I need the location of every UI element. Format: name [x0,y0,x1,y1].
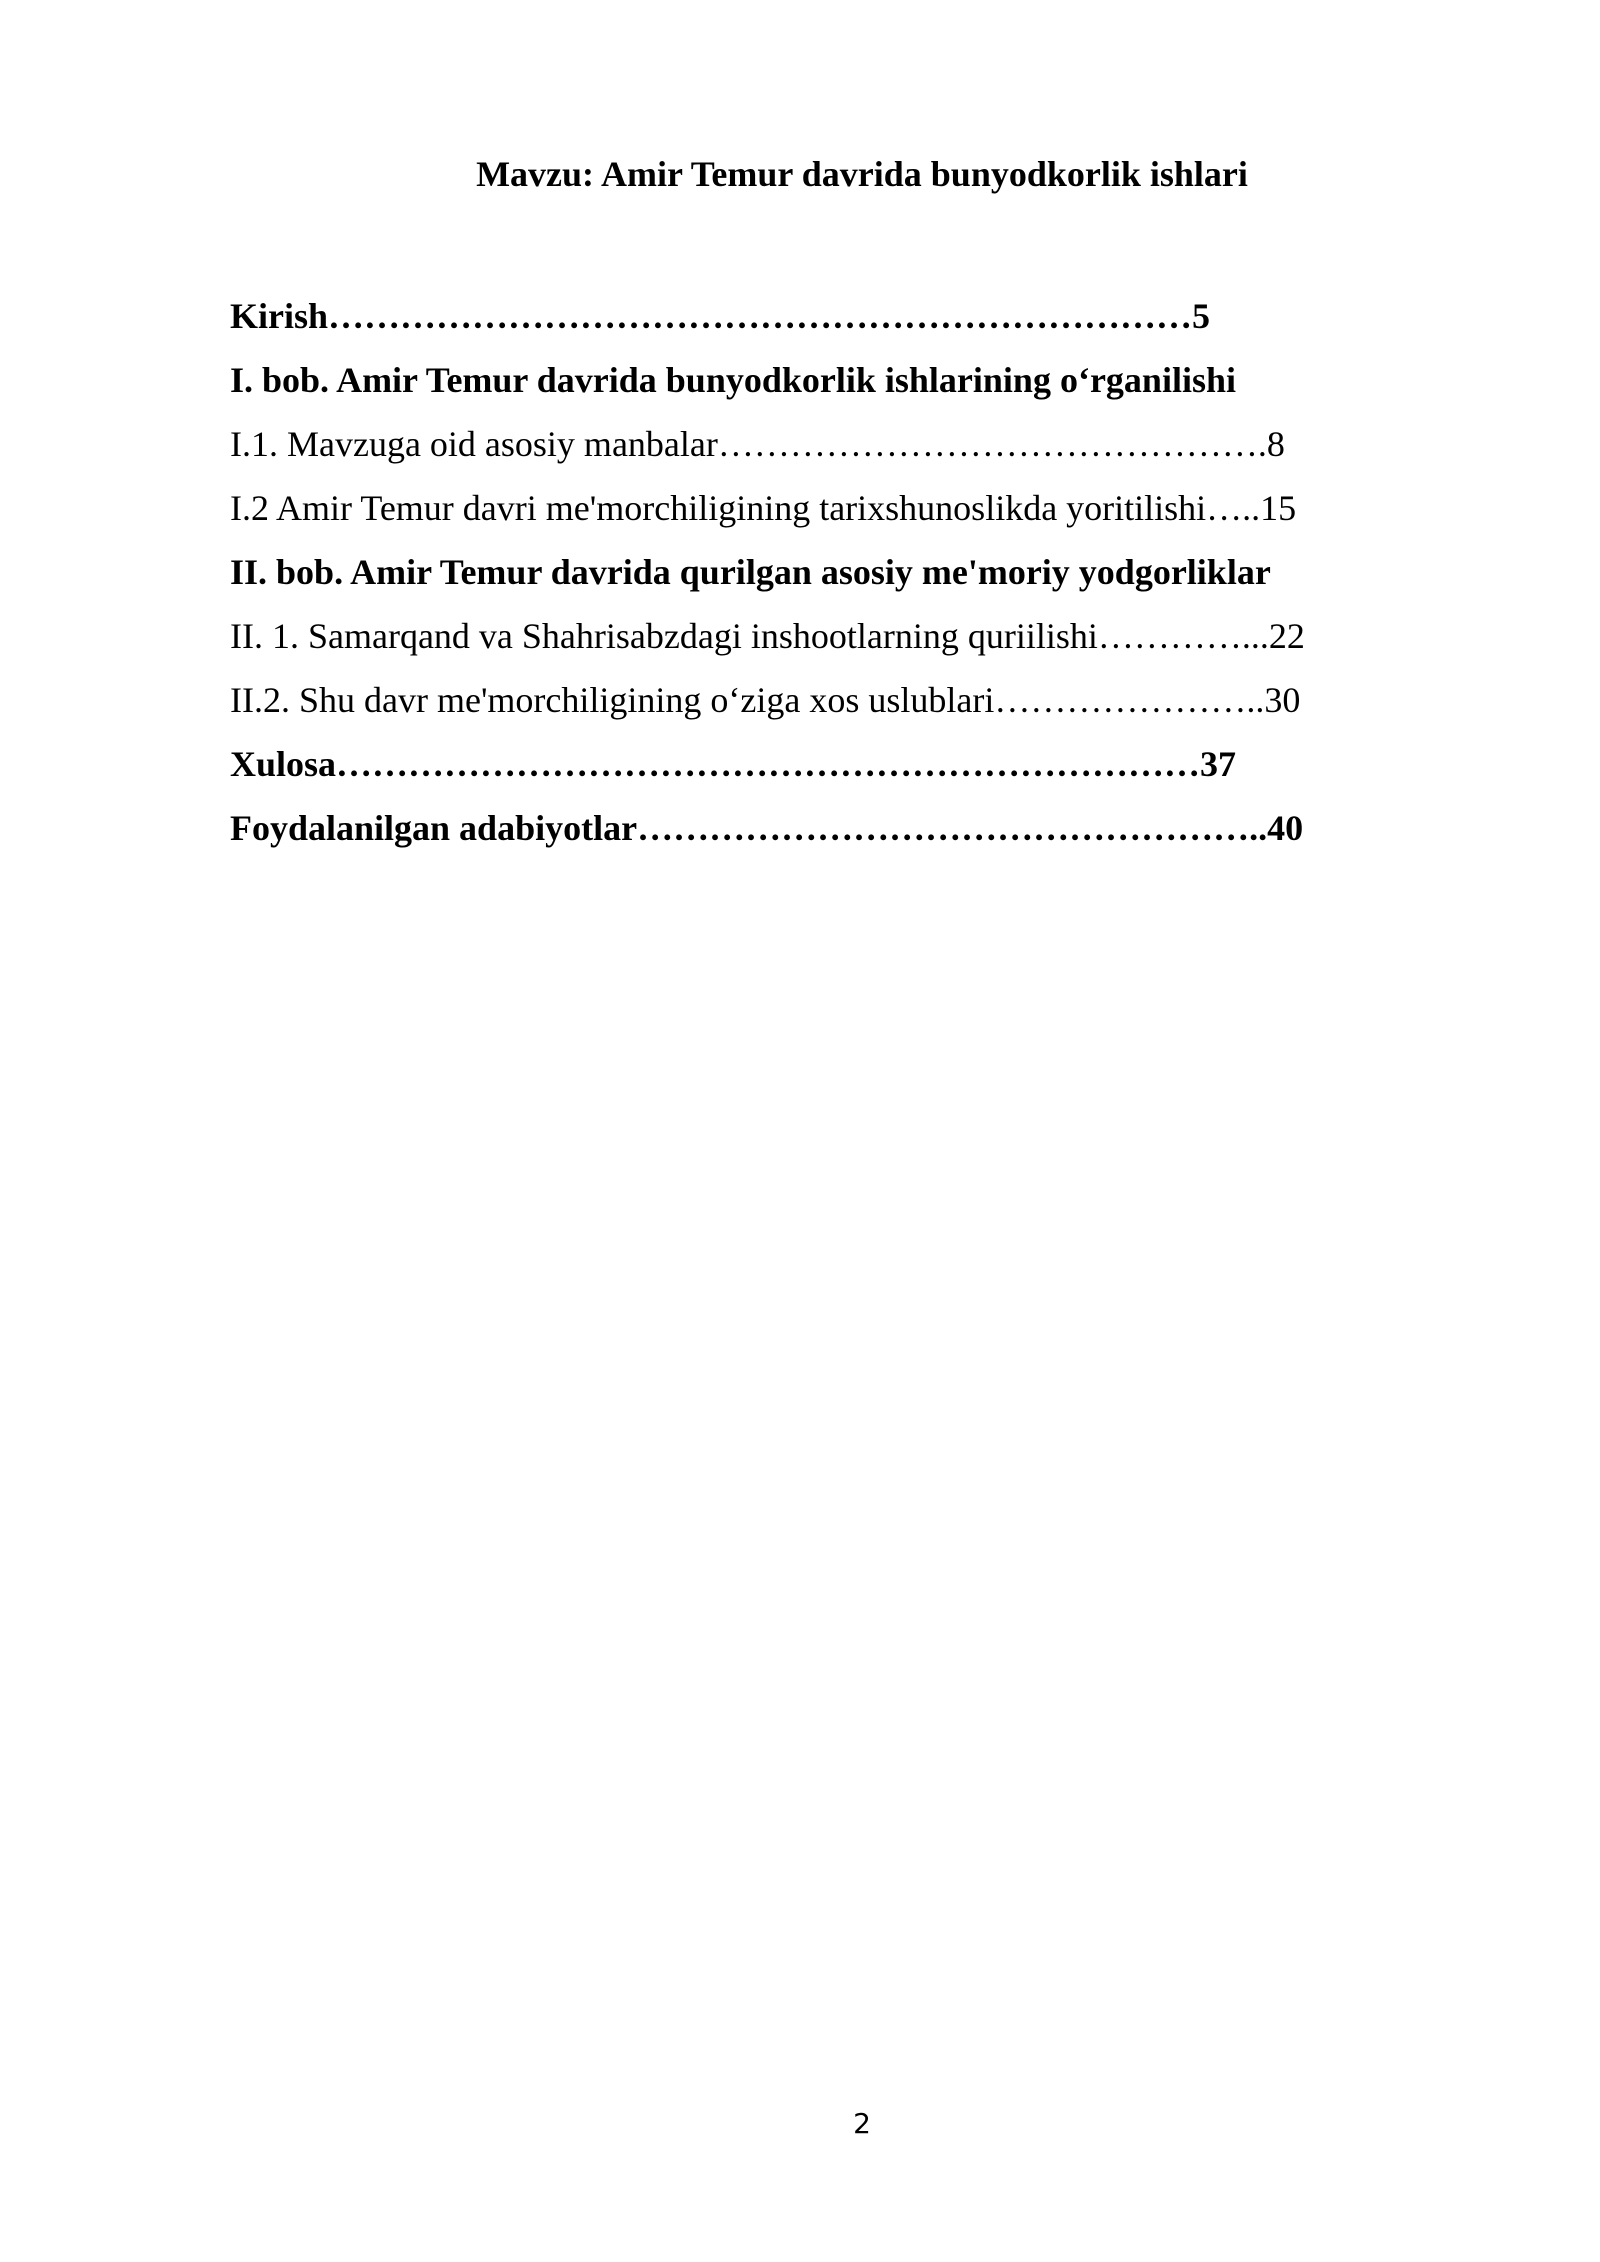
toc-entry-text: II. bob. Amir Temur davrida qurilgan asosiy me'moriy yodgorliklar [230,552,1271,592]
toc-entry-text: Kirish………………………………………………………………5 [230,296,1211,336]
toc-entry-kirish [230,284,1370,348]
toc-section-1-1 [230,412,1370,476]
toc-section-2-1 [230,604,1370,668]
toc-entry-text: Foydalanilgan adabiyotlar……………………………………………..40 [230,808,1304,848]
toc-entry-text: II. 1. Samarqand va Shahrisabzdagi inshootlarning quriilishi…………...22 [230,616,1305,656]
toc-chapter-1 [230,348,1370,412]
page-number: 2 [853,2107,871,2140]
toc-entry-text: I.2 Amir Temur davri me'morchiligining tarixshunoslikda yoritilishi…..15 [230,488,1297,528]
toc-entry-adabiyotlar [230,796,1370,860]
toc-entry-text: I. bob. Amir Temur davrida bunyodkorlik ishlarining o‘rganilishi [230,360,1236,400]
toc-entry-text: Xulosa………………………………………………………………37 [230,744,1237,784]
toc-entry-text: II.2. Shu davr me'morchiligining o‘ziga xos uslublari…………………..30 [230,680,1301,720]
document-title: Mavzu: Amir Temur davrida bunyodkorlik ishlari [476,154,1248,194]
table-of-contents [230,284,1370,860]
toc-entry-xulosa [230,732,1370,796]
toc-chapter-2 [230,540,1370,604]
toc-section-2-2 [230,668,1370,732]
toc-entry-text: I.1. Mavzuga oid asosiy manbalar……………………………………….8 [230,424,1285,464]
toc-section-1-2 [230,476,1370,540]
